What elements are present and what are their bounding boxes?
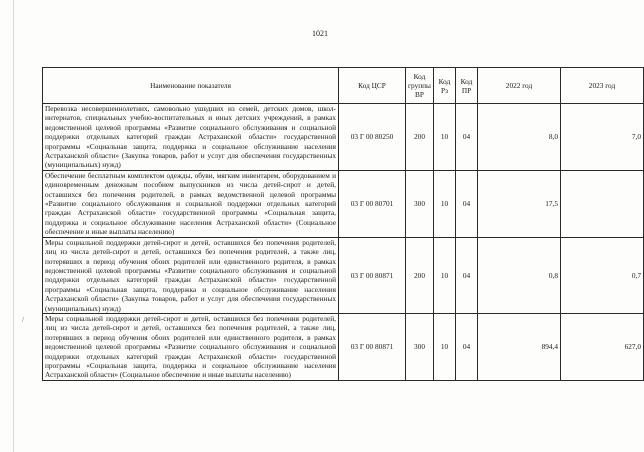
row-rz: 10 — [434, 237, 456, 313]
header-vr: Код группы ВР — [406, 68, 434, 104]
table-row — [43, 237, 644, 313]
table-row — [43, 170, 644, 237]
table-row — [43, 104, 644, 171]
row-name: Перевозка несовершеннолетних, самовольно ушедших из семей, детских домов, школ-интернатов, специальных учебно-воспитательных и иных детских учреждений, в рамках ведомственной целевой программы «Развитие социального обслуживания и социальной поддержки отдельных категорий граждан Астраханской области» государственной программы «Социальная защита, поддержка и социальное обслуживание населения Астраханской области» (Закупка товаров, работ и услуг для обеспечения государственных (муниципальных) нужд) — [43, 104, 339, 171]
header-pr: Код ПР — [456, 68, 478, 104]
row-vr: 300 — [406, 170, 434, 237]
scan-edge — [13, 0, 14, 452]
row-vr: 300 — [406, 313, 434, 380]
row-name: Меры социальной поддержки детей-сирот и детей, оставшихся без попечения родителей, лиц из числа детей-сирот и детей, оставшихся без попечения родителей, а также лиц, потерявших в период обучения обоих родителей или единственного родителя, в рамках ведомственной целевой программы «Развитие социального обслуживания и социальной поддержки отдельных категорий граждан Астраханской области» государственной программы «Социальная защита, поддержка и социальное обслуживание населения Астраханской области» (Закупка товаров, работ и услуг для обеспечения государственных (муниципальных) нужд) — [43, 237, 339, 313]
row-2022: 894,4 — [478, 313, 561, 380]
row-2023: 627,0 — [561, 313, 644, 380]
row-vr: 200 — [406, 237, 434, 313]
header-rz: Код Рз — [434, 68, 456, 104]
header-row — [43, 68, 644, 104]
margin-mark: / — [22, 316, 24, 324]
row-2022: 0,8 — [478, 237, 561, 313]
row-2023 — [561, 170, 644, 237]
header-name: Наименование показателя — [43, 68, 339, 104]
header-2022: 2022 год — [478, 68, 561, 104]
row-csr: 03 Г 00 80871 — [339, 313, 406, 380]
row-rz: 10 — [434, 313, 456, 380]
row-name: Обеспечение бесплатным комплектом одежды, обуви, мягким инвентарем, оборудованием и единовременным денежным пособием выпускников из числа детей-сирот и детей, оставшихся без попечения родителей, в рамках ведомственной целевой программы «Развитие социального обслуживания и социальной поддержки отдельных категорий граждан Астраханской области» государственной программы «Социальная защита, поддержка и социальное обслуживание населения Астраханской области» (Социальное обеспечение и иные выплаты населению) — [43, 170, 339, 237]
header-2023: 2023 год — [561, 68, 644, 104]
row-csr: 03 Г 00 80250 — [339, 104, 406, 171]
table-row — [43, 313, 644, 380]
row-2022: 17,5 — [478, 170, 561, 237]
row-2023: 7,0 — [561, 104, 644, 171]
row-csr: 03 Г 00 80701 — [339, 170, 406, 237]
page-number: 1021 — [312, 29, 328, 38]
row-vr: 200 — [406, 104, 434, 171]
row-2022: 8,0 — [478, 104, 561, 171]
row-pr: 04 — [456, 237, 478, 313]
row-rz: 10 — [434, 104, 456, 171]
row-pr: 04 — [456, 104, 478, 171]
header-csr: Код ЦСР — [339, 68, 406, 104]
budget-table — [42, 67, 644, 381]
row-csr: 03 Г 00 80871 — [339, 237, 406, 313]
row-pr: 04 — [456, 313, 478, 380]
row-rz: 10 — [434, 170, 456, 237]
row-name: Меры социальной поддержки детей-сирот и детей, оставшихся без попечения родителей, лиц из числа детей-сирот и детей, оставшихся без попечения родителей, а также лиц, потерявших в период обучения обоих родителей или единственного родителя, в рамках ведомственной целевой программы «Развитие социального обслуживания и социальной поддержки отдельных категорий граждан Астраханской области» государственной программы «Социальная защита, поддержка и социальное обслуживание населения Астраханской области» (Социальное обеспечение и иные выплаты населению) — [43, 313, 339, 380]
row-2023: 0,7 — [561, 237, 644, 313]
row-pr: 04 — [456, 170, 478, 237]
